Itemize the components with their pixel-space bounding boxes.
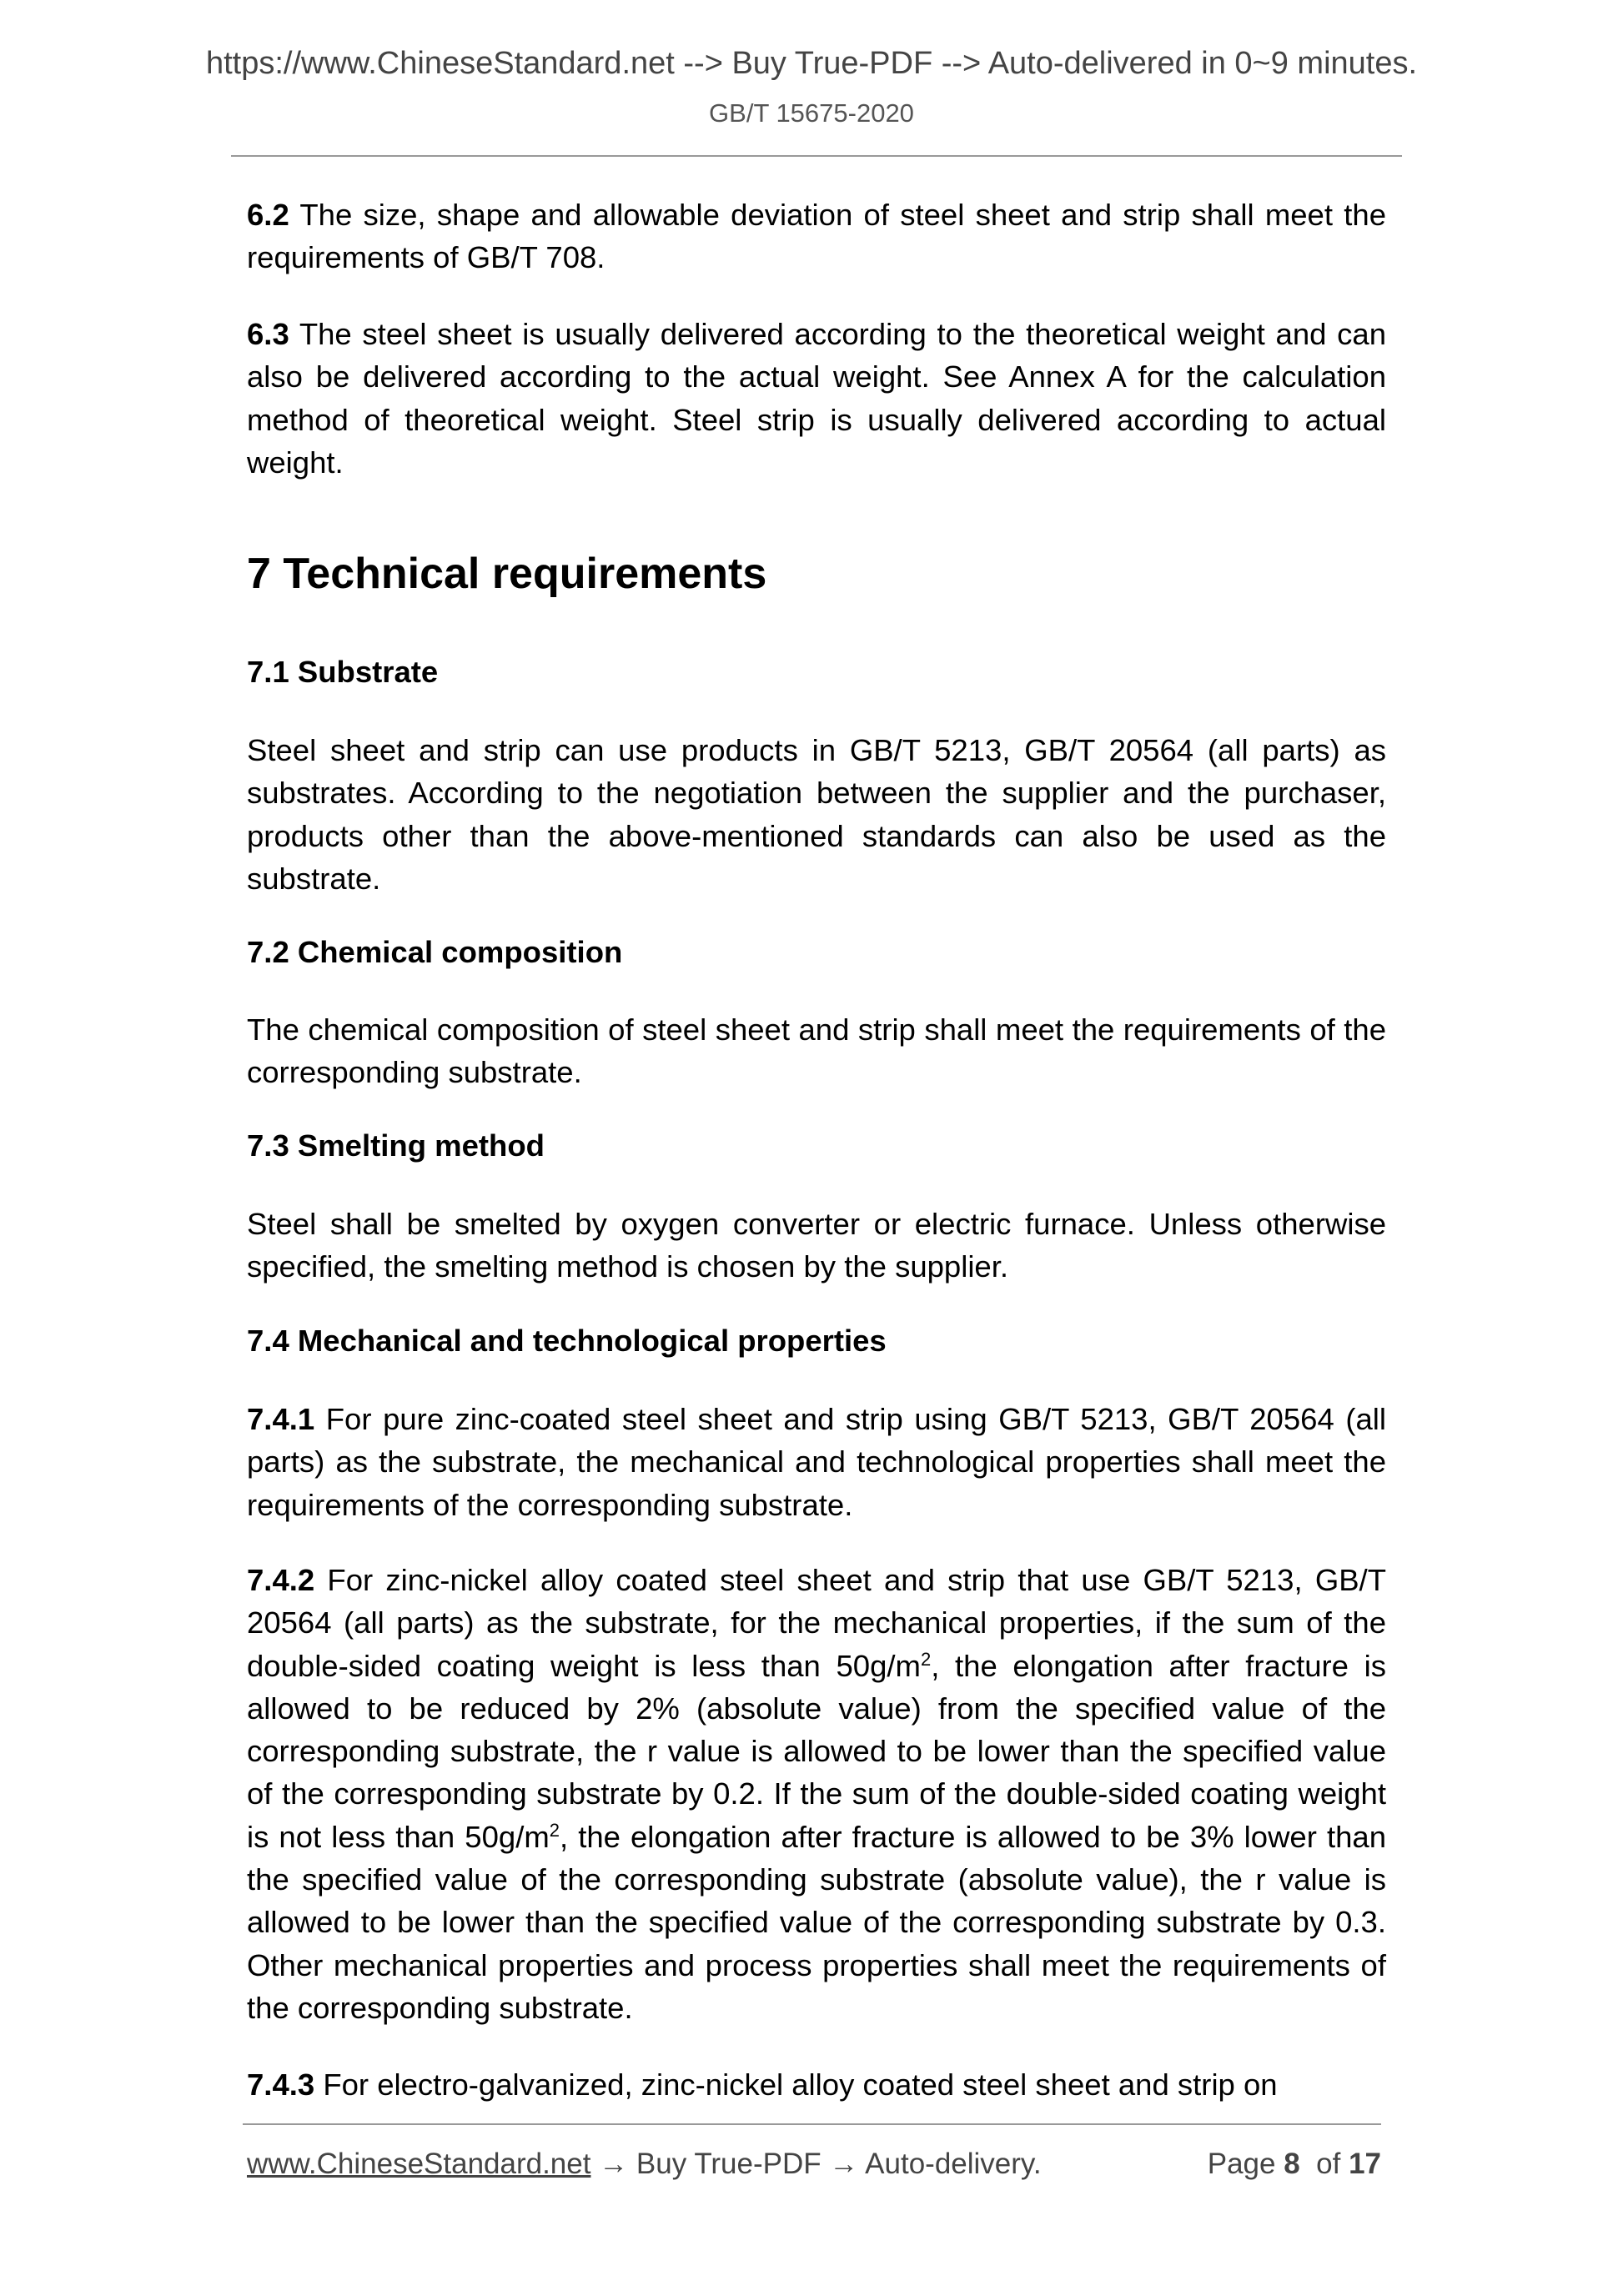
clause-number: 6.3 [247, 317, 289, 351]
clause-text: The steel sheet is usually delivered according to the theoretical weight and can also be delivered according to the actual weight. See Annex A for the calculation method of theoretical weight. Steel strip is usually delivered according to actual weight. [247, 317, 1386, 480]
of-label: of [1316, 2148, 1341, 2180]
subsection-heading-7-2: 7.2 Chemical composition [247, 935, 623, 969]
clause-text: The size, shape and allowable deviation of steel sheet and strip shall meet the requirements of GB/T 708. [247, 198, 1386, 275]
page-indicator [1208, 2148, 1381, 2181]
superscript: 2 [920, 1648, 932, 1670]
clause-number: 6.2 [247, 198, 289, 232]
page-number: 8 [1284, 2148, 1300, 2180]
standard-number: GB/T 15675-2020 [709, 98, 914, 128]
clause-6-2 [247, 193, 1386, 279]
footer [247, 2148, 1381, 2181]
clause-text: For pure zinc-coated steel sheet and strip using GB/T 5213, GB/T 20564 (all parts) as the substrate, the mechanical and technological properties shall meet the requirements of the corresponding substrate. [247, 1402, 1386, 1522]
clause-text: , the elongation after fracture is allowed to be reduced by 2% (absolute value) from the specified value of the corresponding substrate, the r value is allowed to be lower than the specified value of the corresponding substrate by 0.2. If the sum of the double-sided coating weight is not less than 50g/m [247, 1648, 1386, 1854]
clause-7-4-2 [247, 1559, 1386, 2029]
subsection-heading-7-3: 7.3 Smelting method [247, 1128, 545, 1163]
clause-text: For electro-galvanized, zinc-nickel alloy coated steel sheet and strip on [314, 2067, 1278, 2102]
clause-7-2-text: The chemical composition of steel sheet and strip shall meet the requirements of the corresponding substrate. [247, 1012, 1386, 1090]
subsection-heading-7-4: 7.4 Mechanical and technological properties [247, 1324, 887, 1358]
page-total: 17 [1349, 2148, 1381, 2180]
clause-number: 7.4.2 [247, 1563, 315, 1597]
clause-7-4-1 [247, 1398, 1386, 1526]
footer-text: → Buy True-PDF → Auto-delivery. [590, 2148, 1042, 2180]
clause-number: 7.4.1 [247, 1402, 315, 1436]
clause-text: , the elongation after fracture is allowed to be 3% lower than the specified value of the corresponding substrate (absolute value), the r value is allowed to be lower than the specified value of the corresponding substrate by 0.3. Other mechanical properties and process properties shall meet the requirements of the corresponding substrate. [247, 1819, 1386, 2025]
clause-number: 7.4.3 [247, 2067, 315, 2102]
clause-7-1-text: Steel sheet and strip can use products in GB/T 5213, GB/T 20564 (all parts) as substrates. According to the negotiation between the supplier and the purchaser, products other than the above-mentioned standards can also be used as the substrate. [247, 733, 1386, 896]
clause-6-3 [247, 313, 1386, 484]
clause-7-3-text: Steel shall be smelted by oxygen converter or electric furnace. Unless otherwise specified, the smelting method is chosen by the supplier. [247, 1207, 1386, 1284]
page-label: Page [1207, 2148, 1276, 2180]
footer-link[interactable]: www.ChineseStandard.net [247, 2148, 591, 2180]
footer-divider [243, 2123, 1381, 2125]
section-heading-7: 7 Technical requirements [247, 550, 767, 598]
header-divider [231, 155, 1402, 157]
clause-7-4-3 [247, 2063, 1386, 2106]
header-banner: https://www.ChineseStandard.net --> Buy True-PDF --> Auto-delivered in 0~9 minutes. [205, 46, 1418, 81]
superscript: 2 [549, 1819, 560, 1841]
subsection-heading-7-1: 7.1 Substrate [247, 655, 439, 689]
clause-text: For zinc-nickel alloy coated steel sheet and strip that use GB/T 5213, GB/T 20564 (all parts) as the substrate, for the mechanical properties, if the sum of the double-sided coating weight is less than 50g/m [247, 1563, 1386, 1683]
